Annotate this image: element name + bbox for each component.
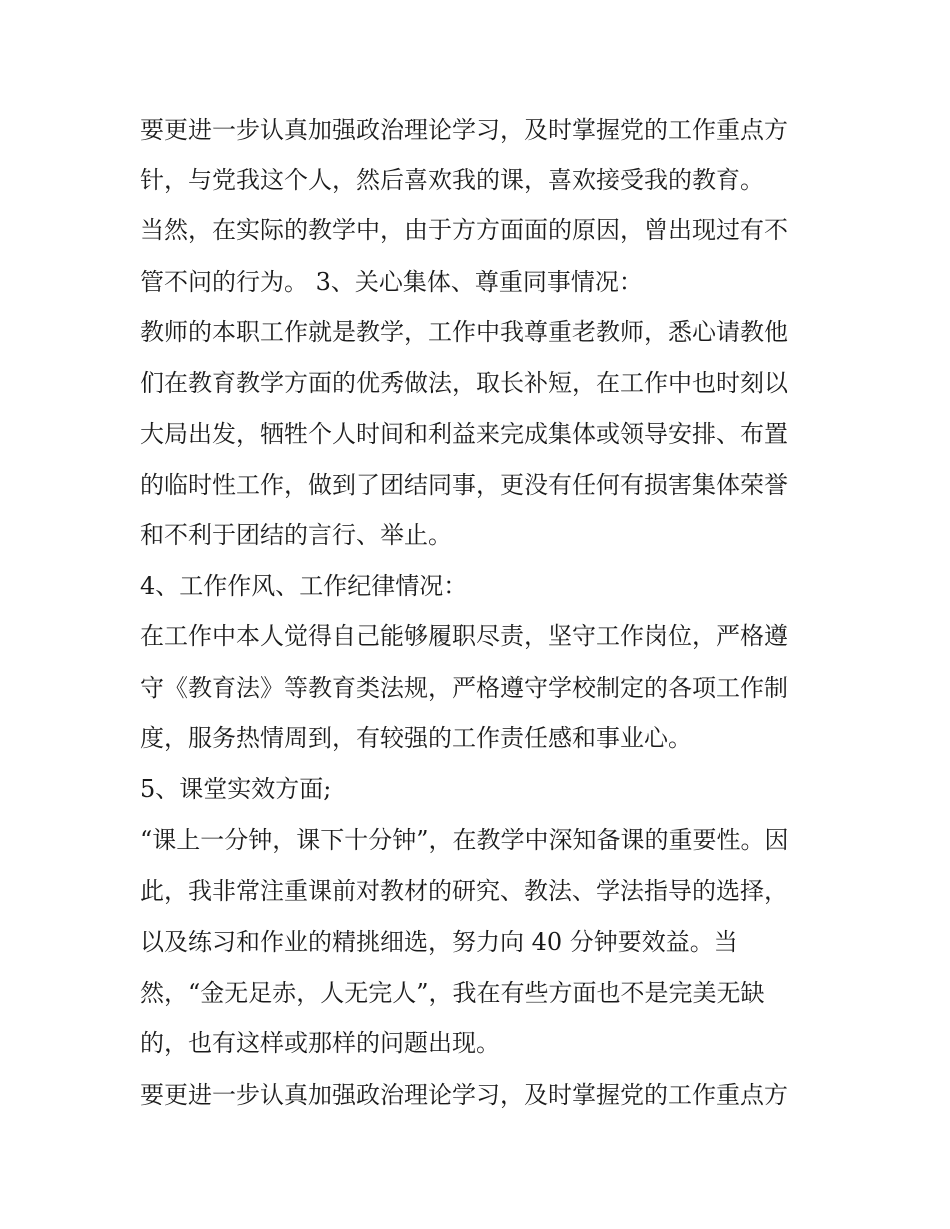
text-line: 的，也有这样或那样的问题出现。 [140, 1029, 500, 1057]
text-line: 守《教育法》等教育类法规，严格遵守学校制定的各项工作制 [140, 674, 788, 702]
text-line: 此，我非常注重课前对教材的研究、教法、学法指导的选择， [140, 877, 788, 905]
text-line: 然，“金无足赤，人无完人”，我在有些方面也不是完美无缺 [140, 979, 765, 1007]
text-line: 4、工作作风、工作纪律情况： [140, 572, 468, 600]
text-line: 要更进一步认真加强政治理论学习，及时掌握党的工作重点方 [140, 1081, 788, 1109]
text-line: 的临时性工作，做到了团结同事，更没有任何有损害集体荣誉 [140, 471, 788, 499]
text-line: 针，与党我这个人，然后喜欢我的课，喜欢接受我的教育。 [140, 166, 764, 194]
text-line: 管不问的行为。 3、关心集体、尊重同事情况： [140, 268, 643, 296]
text-line: 在工作中本人觉得自己能够履职尽责，坚守工作岗位，严格遵 [140, 622, 788, 650]
text-line: 以及练习和作业的精挑细选，努力向 40 分钟要效益。当 [140, 928, 738, 956]
text-line: 度，服务热情周到，有较强的工作责任感和事业心。 [140, 724, 692, 752]
text-line: 大局出发，牺牲个人时间和利益来完成集体或领导安排、布置 [140, 420, 788, 448]
text-line: 和不利于团结的言行、举止。 [140, 521, 452, 549]
text-line: 当然，在实际的教学中，由于方方面面的原因，曾出现过有不 [140, 216, 788, 244]
text-line: 教师的本职工作就是教学，工作中我尊重老教师，悉心请教他 [140, 318, 788, 346]
text-line: 5、课堂实效方面; [140, 775, 332, 803]
text-line: 们在教育教学方面的优秀做法，取长补短，在工作中也时刻以 [140, 369, 788, 397]
text-line: 要更进一步认真加强政治理论学习，及时掌握党的工作重点方 [140, 116, 788, 144]
text-line: “课上一分钟，课下十分钟”，在教学中深知备课的重要性。因 [140, 826, 789, 854]
